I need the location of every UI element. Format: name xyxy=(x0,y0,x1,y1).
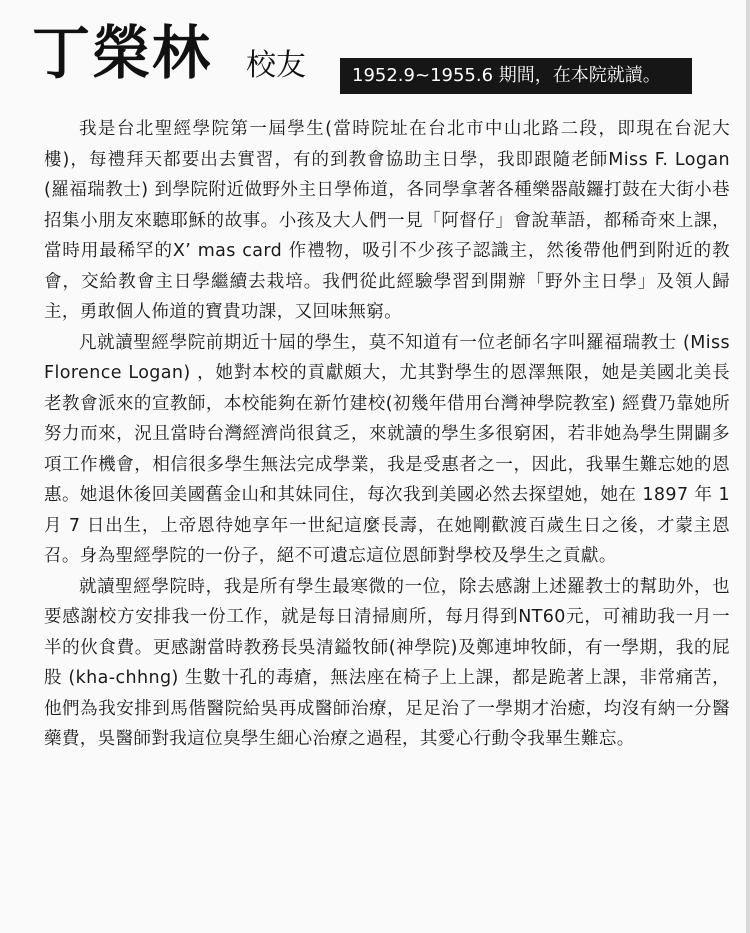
article-body xyxy=(44,114,730,755)
paragraph-3: 就讀聖經學院時，我是所有學生最寒微的一位，除去感謝上述羅教士的幫助外，也要感謝校方安排我一份工作，就是每日清掃廁所，每月得到NT60元，可補助我一月一半的伙食費。更感謝當時教務長吳清鎰牧師(神學院)及鄭連坤牧師，有一學期，我的屁股 (kha-chhng) 生數十孔的毒瘡，無法座在椅子上上課，都是跪著上課，非常痛苦，他們為我安排到馬偕醫院給吳再成醫師治療，足足治了一學期才治癒，均沒有納一分醫藥費，吳醫師對我這位臭學生細心治療之過程，其愛心行動令我畢生難忘。 xyxy=(44,576,730,749)
paragraph-1: 我是台北聖經學院第一屆學生(當時院址在台北市中山北路二段，即現在台泥大樓)，每禮拜天都要出去實習，有的到教會協助主日學，我即跟隨老師Miss F. Logan (羅福瑞教士) 到學院附近做野外主日學佈道，各同學拿著各種樂器敲鑼打鼓在大街小巷招集小朋友來聽耶穌的故事。小孩及大人們一見「阿督仔」會說華語，都稀奇來上課，當時用最稀罕的X’ mas card 作禮物，吸引不少孩子認識主，然後帶他們到附近的教會，交給教會主日學繼續去栽培。我們從此經驗學習到開辦「野外主日學」及領人歸主，勇敢個人佈道的寶貴功課，又回味無窮。 xyxy=(44,119,730,322)
page-edge-shadow xyxy=(746,0,750,933)
alumnus-name: 丁榮林 xyxy=(32,19,213,87)
alumnus-label: 校友 xyxy=(246,48,306,83)
article-header xyxy=(32,18,732,98)
paragraph-2: 凡就讀聖經學院前期近十屆的學生，莫不知道有一位老師名字叫羅福瑞教士 (Miss Florence Logan) ，她對本校的貢獻頗大，尤其對學生的恩澤無限，她是美國北美長老教會派來的宣教師，本校能夠在新竹建校(初幾年借用台灣神學院教室) 經費乃靠她所努力而來，況且當時台灣經濟尚很貧乏，來就讀的學生多很窮困，若非她為學生開闢多項工作機會，相信很多學生無法完成學業，我是受惠者之一，因此，我畢生難忘她的恩惠。她退休後回美國舊金山和其妹同住，每次我到美國必然去探望她，她在 1897 年 1 月 7 日出生，上帝恩待她享年一世紀這麼長壽，在她剛歡渡百歲生日之後，才蒙主恩召。身為聖經學院的一份子，絕不可遺忘這位恩師對學校及學生之貢獻。 xyxy=(44,332,730,566)
study-period-badge: 1952.9~1955.6 期間，在本院就讀。 xyxy=(340,58,692,94)
